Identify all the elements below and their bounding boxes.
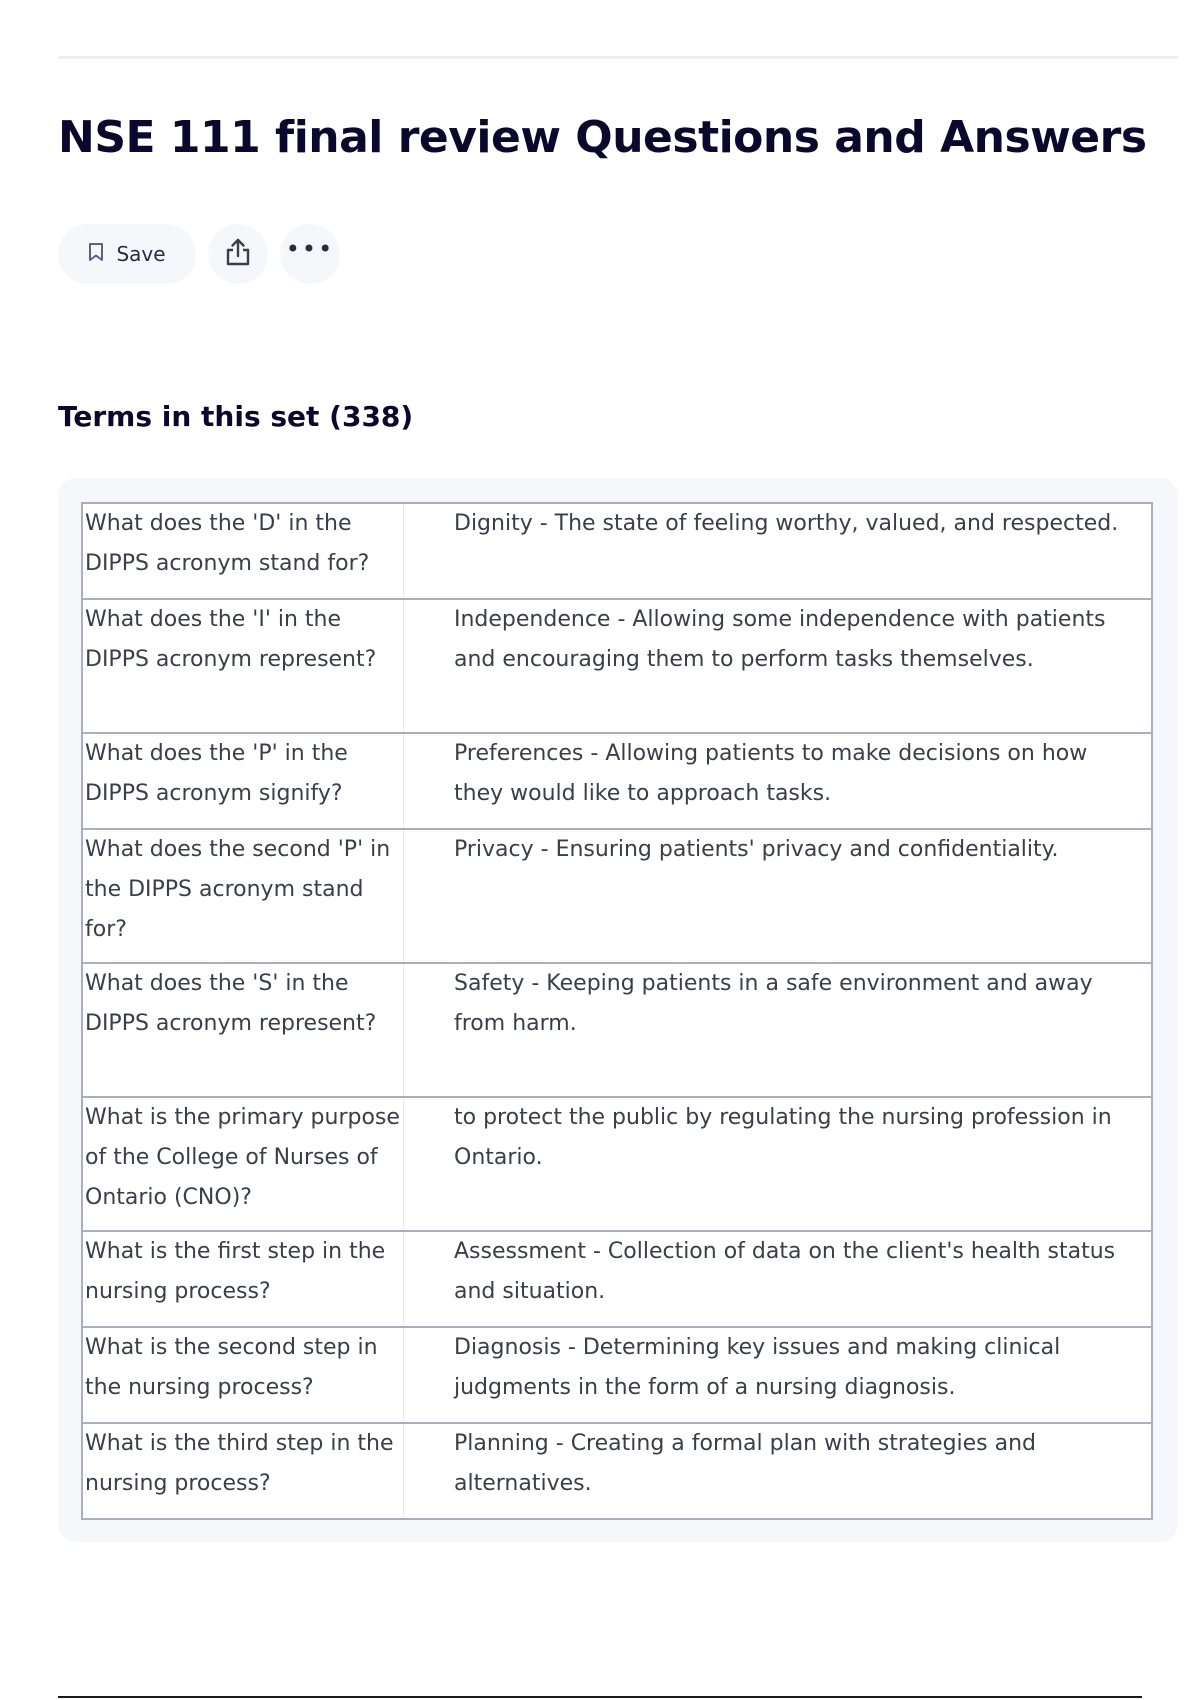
share-button[interactable] <box>208 224 268 284</box>
term-cell: What does the 'P' in the DIPPS acronym signify? <box>82 733 404 829</box>
table-row <box>82 1097 1152 1231</box>
table-row <box>82 963 1152 1097</box>
definition-cell: Assessment - Collection of data on the client's health status and situation. <box>404 1231 1153 1327</box>
more-icon: ••• <box>285 235 335 263</box>
bookmark-icon <box>88 242 104 267</box>
terms-table <box>81 502 1153 1520</box>
definition-cell: Dignity - The state of feeling worthy, valued, and respected. <box>404 503 1153 599</box>
table-row <box>82 599 1152 733</box>
save-label: Save <box>116 242 166 266</box>
table-row <box>82 503 1152 599</box>
table-row <box>82 1327 1152 1423</box>
definition-cell: Privacy - Ensuring patients' privacy and confidentiality. <box>404 829 1153 963</box>
definition-cell: Planning - Creating a formal plan with strategies and alternatives. <box>404 1423 1153 1519</box>
term-cell: What is the third step in the nursing process? <box>82 1423 404 1519</box>
table-row <box>82 733 1152 829</box>
action-bar <box>58 224 340 284</box>
term-cell: What is the primary purpose of the College of Nurses of Ontario (CNO)? <box>82 1097 404 1231</box>
term-cell: What does the second 'P' in the DIPPS acronym stand for? <box>82 829 404 963</box>
top-divider <box>58 56 1178 59</box>
term-cell: What does the 'I' in the DIPPS acronym represent? <box>82 599 404 733</box>
terms-heading: Terms in this set (338) <box>58 400 414 433</box>
definition-cell: to protect the public by regulating the nursing profession in Ontario. <box>404 1097 1153 1231</box>
table-row <box>82 1231 1152 1327</box>
definition-cell: Preferences - Allowing patients to make decisions on how they would like to approach tasks. <box>404 733 1153 829</box>
share-icon <box>224 237 252 271</box>
table-row <box>82 829 1152 963</box>
more-options-button[interactable] <box>280 224 340 284</box>
definition-cell: Diagnosis - Determining key issues and making clinical judgments in the form of a nursing diagnosis. <box>404 1327 1153 1423</box>
term-cell: What does the 'D' in the DIPPS acronym stand for? <box>82 503 404 599</box>
page-title: NSE 111 final review Questions and Answers <box>58 112 1147 163</box>
definition-cell: Safety - Keeping patients in a safe environment and away from harm. <box>404 963 1153 1097</box>
term-cell: What does the 'S' in the DIPPS acronym represent? <box>82 963 404 1097</box>
definition-cell: Independence - Allowing some independence with patients and encouraging them to perform tasks themselves. <box>404 599 1153 733</box>
term-cell: What is the first step in the nursing process? <box>82 1231 404 1327</box>
term-cell: What is the second step in the nursing process? <box>82 1327 404 1423</box>
table-row <box>82 1423 1152 1519</box>
save-button[interactable] <box>58 224 196 284</box>
bottom-divider <box>58 1696 1142 1698</box>
